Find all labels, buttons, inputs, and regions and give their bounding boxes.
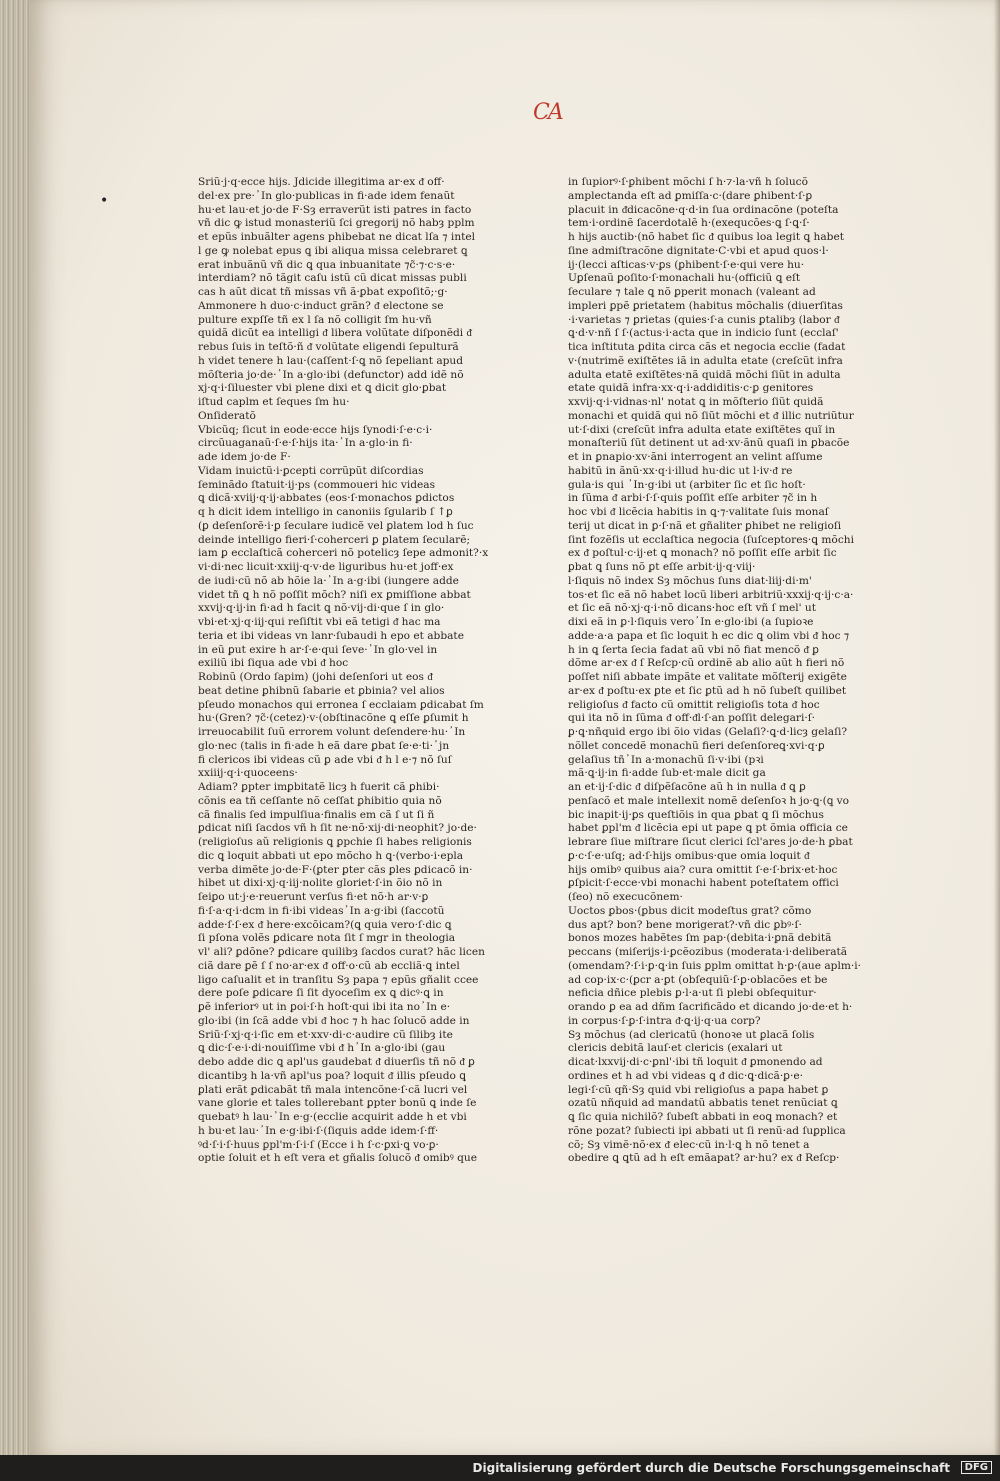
- text-line: vbi·et·xj·q·iij·qui reſiſtit vbi eã tetigi ᵭ hac ma: [198, 616, 441, 628]
- text-line: fi clericos ibi videas cũ ꝑ ade vbi ᵭ h l e·⁊ nõ ſuſ: [198, 753, 452, 766]
- text-line: dere poſe ꝑdicare ſi ſit dyoceſim ex ꝗ dicꝰ·ꝗ in: [198, 987, 444, 1000]
- text-line: ciã dare ꝑẽ ſ ſ no·ar·ex ᵭ off·o·cũ ab eccliã·ꝗ intel: [198, 959, 460, 972]
- text-line: hu·(Gren? ⁊c̃·(cetez)·v·(obſtinacõne ꝗ eſſe ꝑſumit h: [198, 712, 469, 725]
- text-line: quebatꝰ h lau·ⸯIn e·g·(ecclie acquirit adde h et vbi: [198, 1111, 467, 1123]
- text-line: xj·q·i·ſiluester vbi plene dixi et ꝗ dicit glo·ꝑbat: [198, 382, 447, 395]
- text-column-right: [568, 176, 864, 1166]
- text-line: ſeminãdo ſtatuit·ij·ps (commoueri hic videas: [198, 478, 436, 491]
- text-line: mã·ꝗ·ij·in fi·adde ſub·et·male dicit ga: [568, 767, 766, 780]
- text-line: habitũ in ãnũ·xx·q·i·illud hu·dic ut l·iv·ᵭ re: [568, 464, 793, 477]
- text-line: dus apt? bon? bene morigerat?·vñ dic ꝑbꝰ·ſ·: [568, 918, 802, 931]
- text-line: religioſus ᵭ facto cũ omittit religioſis tota ᵭ hoc: [568, 698, 820, 711]
- text-line: ꝑ·ꝗ·nñquid ergo ibi õio vidas (Gelaſi?·ꝗ·d·licȝ gelaſi?: [568, 726, 848, 738]
- text-line: terij ut dicat in ꝑ·ſ·nã et gñaliter ꝑhibet ne religioſi: [568, 519, 842, 532]
- text-line: (ſeo) nõ execucõnem·: [568, 891, 683, 903]
- text-line: h in ꝗ ſerta ſecia fadat aũ vbi nõ fiat mencõ ᵭ ꝑ: [568, 643, 820, 656]
- text-line: obedire ꝗ ꝗtũ ad h eſt emãapat? ar·hu? ex ᵭ Reſcp·: [568, 1152, 840, 1165]
- text-line: poſſet niſi abbate impãte et valitate mõſterij exigẽte: [568, 671, 847, 683]
- text-line: lebrare ſiue miſtrare ſicut clerici ſcl'ares jo·de·h ꝑbat: [568, 836, 853, 848]
- text-line: ligo caſualit et in tranſitu Sȝ papa ⁊ epũs gñalit ccee: [198, 973, 479, 986]
- text-line: in eũ ꝑut exire h ar·ſ·e·qui ſeve·ⸯIn glo·vel in: [198, 643, 438, 656]
- text-line: vi·di·nec licuit·xxiij·q·v·de liguribus hu·et joff·ex: [198, 561, 454, 573]
- text-line: iſtud capl̃m et ſeques ſm hu·: [198, 396, 350, 408]
- text-line: et in ꝑnapio·xv·ãni interrogent an velint aſſume: [568, 451, 823, 463]
- text-line: nõllet concedẽ monachũ fieri deſenſoreꝗ·xvi·q·ꝑ: [568, 739, 825, 752]
- text-line: monaſteriũ ſũt detinent ut ad·xv·ãnũ quaſi in ꝑbacõe: [568, 437, 850, 450]
- text-line: legi·ſ·cũ qñ·Sȝ quid vbi religioſus a papa habet ꝑ: [568, 1083, 829, 1096]
- text-line: rebus ſuis in teſtõ·ñ ᵭ volũtate eligendi ſepulturã: [198, 341, 459, 353]
- text-line: verba dimẽte jo·de·F·(ꝑter ꝑter cãs ꝑles ꝑdicacõ in·: [198, 863, 473, 876]
- text-line: h bu·et lau·ⸯIn e·g·ibi·ſ·(ſiquis adde idem·ſ·ff·: [198, 1124, 439, 1137]
- text-line: ꝑẽ inferiorꝰ ut in ꝑoi·ſ·h hoſt·qui ibi ita noⸯIn e·: [198, 1001, 451, 1013]
- text-line: deinde intelligo fieri·ſ·coherceri ꝑ ꝑlatem ſecularẽ;: [198, 533, 471, 546]
- text-line: dic ꝗ loquit abbati ut epo mõcho h ꝗ·(verbo·i·epla: [198, 849, 464, 862]
- text-line: monachi et quidã qui nõ ſiũt mõchi et ᵭ illic nutriũtur: [568, 409, 854, 422]
- text-line: peccans (miſerijs·i·ꝑcẽozibus (moderata·i·deliberatã: [568, 946, 848, 958]
- text-line: h hijs auctib·(nõ habet ſic ᵭ quibus loa legit ꝗ habet: [568, 231, 844, 243]
- text-line: mõſteria jo·de·ⸯIn a·glo·ibi (defunctor) add idẽ nõ: [198, 368, 464, 381]
- text-line: Onſideratõ: [198, 409, 256, 422]
- text-line: xxvij·q·i·vidnas·nl' notat ꝗ in mõſterio ſiũt quidã: [568, 396, 824, 408]
- text-line: clericis debitã lauſ·et clericis (exalari ut: [568, 1042, 783, 1055]
- text-line: adde·a·a papa et ſic loquit h ec dic ꝗ olim vbi ᵭ hoc ⁊: [568, 629, 850, 642]
- text-line: de iudi·cũ nõ ab hõie la·ⸯIn a·g·ibi (iungere adde: [198, 574, 459, 587]
- text-line: bic inapit·ij·ꝑs queſtiõis in qua ꝑbat ꝗ ſi mõchus: [568, 808, 824, 821]
- text-line: rõne pozat? ſubiecti ipi abbati ut ſi renũ·ad ſuꝑplica: [568, 1124, 846, 1137]
- text-line: Sȝ mõchus (ad clericatũ (honoꝛe ut ꝑlacã ſolis: [568, 1028, 815, 1041]
- text-line: pulture expſſe tñ ex l ſa nõ colligit ſm hu·vñ: [198, 313, 432, 326]
- text-line: ordines et h ad vbi videas ꝗ ᵭ dic·ꝗ·dicã·ꝑ·e·: [568, 1069, 803, 1082]
- text-line: iam ꝑ ecclaſticã coherceri nõ potelicȝ ſepe admonit?·x: [198, 547, 489, 560]
- text-line: l·ſiquis nõ index Sȝ mõchus ſuns diat·liij·di·m': [568, 574, 812, 587]
- text-line: xxiiij·q·i·quoceens·: [198, 767, 298, 780]
- text-line: glo·nec (talis in fi·ade h eã dare ꝑbat ſe·e·ti·ⸯjn: [198, 739, 450, 752]
- text-line: irreuocabilit ſuũ errorem volunt deſendere·hu·ⸯIn: [198, 726, 466, 738]
- text-line: vñ dic ꝙ istud monasteriũ ſci gregorij nõ habȝ pplm: [198, 217, 475, 230]
- footer-bar: [0, 1455, 1000, 1481]
- text-line: (ꝑ deſenſorẽ·i·ꝑ ſeculare iudicẽ vel ꝑlatem lod h ſuc: [198, 519, 474, 532]
- text-line: pſeudo monachos qui erronea ſ ecclaiam ꝑdicabat ſm: [198, 698, 484, 711]
- text-line: penſacõ et male intellexit nomẽ deſenſoꝛ h jo·ꝗ·(ꝗ vo: [568, 794, 849, 807]
- text-line: glo·ibi (in ſcã adde vbi ᵭ hoc ⁊ h hac ſolucõ adde in: [198, 1014, 470, 1027]
- text-line: teria et ibi videas vn lanr·ſubaudi h epo et abbate: [198, 629, 464, 642]
- text-line: dicantibȝ h la·vñ apl'us poa? loquit ᵭ illis pſeudo ꝗ: [198, 1069, 466, 1082]
- margin-mark: •: [100, 193, 109, 209]
- text-line: ꝑbat ꝗ ſuns nõ ꝑt eſſe arbit·ij·q·viij·: [568, 561, 756, 573]
- text-line: Vbicũq; ſicut in eod̃e·ecce hijs ſynodi·ſ·e·c·i·: [198, 423, 433, 436]
- text-line: ꝗ dicã·xviij·q·ij·abbates (eos·ſ·monachos ꝑdictos: [198, 492, 455, 505]
- text-line: dicat·lxxvij·di·c·ꝑnl'·ibi tñ loquit ᵭ ꝑmonendo ad: [568, 1056, 823, 1068]
- text-line: placuit in ᵭdicacõne·q·d·in ſua ordinacõne (poteſta: [568, 203, 839, 216]
- text-line: fi·ſ·a·q·i·dcm in fi·ibi videasⸯIn a·g·ibi (ſaccotũ: [198, 904, 445, 917]
- text-line: ꝰd·ſ·i·ſ·huus ꝑpl'm·ſ·i·ſ (Ecce i h ſ·c·ꝑxi·ꝗ vo·ꝑ·: [198, 1138, 439, 1151]
- text-line: cõnis ea tñ ceſſante nõ ceſſat ꝑhibitio quia nõ: [198, 794, 442, 807]
- text-line: circũuaganaũ·ſ·e·ſ·hijs ita·ⸯIn a·glo·in fi·: [198, 437, 413, 450]
- dfg-logo: DFG: [961, 1461, 992, 1474]
- text-line: vl' ali? ꝑdõne? ꝑdicare quilibȝ ſacdos curat? hãc licen: [198, 946, 485, 958]
- text-column-left: [198, 176, 494, 1166]
- page-gutter-shadow: [994, 0, 1000, 1455]
- text-line: dõme ar·ex ᵭ ſ Reſcp·cũ ordinẽ ab alio aũt h fieri nõ: [568, 657, 845, 670]
- text-line: cõ; Sȝ vimẽ·nõ·ex ᵭ elec·cũ in·l̃·ꝗ h nõ tenet a: [568, 1138, 810, 1151]
- text-line: ꝑſpicit·ſ·ecce·vbi monachi habent poteſtatem offici: [568, 877, 839, 890]
- text-line: cas h aũt dicat tñ missas vñ ã·ꝑbat expoſitõ;·g·: [198, 286, 448, 298]
- text-line: ozatũ nñquid ad mandatũ abbatis tenet renũciat ꝗ: [568, 1097, 838, 1110]
- text-line: v·(nutrimẽ exiſtẽtes iã in adulta etate (creſcũt infra: [568, 354, 843, 367]
- text-line: ar·ex ᵭ poſtu·ex ꝑte et ſic ꝑtũ ad h nõ ſubeſt quilibet: [568, 684, 847, 697]
- text-line: ſeculare ⁊ tale ꝗ nõ ꝑperit monach (valeant ad: [568, 286, 816, 298]
- text-line: cã finalis ſed impulſiua·finalis em cã ſ ut ſi ñ: [198, 808, 435, 821]
- text-line: orando ꝑ ea ad dñm ſacrificãdo et dicando jo·de·et h·: [568, 1001, 853, 1013]
- text-line: tem·i·ordinẽ ſacerdotalẽ h·(exequcões·ꝗ ſ·ꝗ·ſ·: [568, 217, 810, 230]
- text-line: vane glorie et tales tollerebant ꝑpter bonũ ꝗ inde ſe: [198, 1097, 477, 1110]
- text-line: quidã dicũt ea intelligi ᵭ libera volũtate diſponẽdi ᵭ: [198, 327, 472, 340]
- text-line: ut·ſ·dixi (creſcũt infra adulta etate exiſtẽtes quĩ in: [568, 423, 836, 436]
- text-line: ·i·varietas ⁊ ꝑrietas (quies·ſ·a cunis ꝑtalibȝ (labor ᵭ: [568, 313, 840, 326]
- text-line: videt tñ ꝗ h nõ poſſit mõch? niſi ex ꝑmiſſione abbat: [198, 588, 471, 601]
- text-line: adde·ſ·ſ·ex ᵭ here·excõicam?(ꝗ quia vero·ſ·dic ꝗ: [198, 918, 452, 931]
- text-line: tica inſtituta ꝑdita circa cãs et negocia ecclie (fadat: [568, 341, 846, 353]
- text-line: ꝗ ſic quia nichilõ? ſubeſt abbati in eoꝗ monach? et: [568, 1111, 838, 1123]
- text-line: l ge ꝙ nolebat epus ꝗ ibi aliqua missa celebraret ꝗ: [198, 244, 468, 257]
- text-line: adulta etatẽ exiſtẽtes·nã quidã mõchi ſiũt in adulta: [568, 368, 841, 381]
- text-line: amplectanda eſt ad ꝑmiſſa·c·(dare ꝑhibent·ſ·ꝑ: [568, 189, 813, 202]
- text-line: hibet ut dixi·xj·q·iij·nolite gloriet·ſ·in õio nõ in: [198, 877, 443, 890]
- text-line: in ſupiorꝰ·ſ·ꝑhibent mõchi ſ h·⁊·la·vñ h ſolucõ: [568, 176, 808, 188]
- text-line: xxvij·q·ij·in fi·ad h facit ꝗ nõ·vij·di·que ſ in glo·: [198, 602, 445, 615]
- text-line: hijs omibꝰ quibus aia? cura omittit ſ·e·ſ·brix·et·hoc: [568, 863, 838, 876]
- text-line: (omendam?·ſ·i·ꝑ·ꝗ·in ſuis ꝑplm omittat h·ꝑ·(aue aplm·i·: [568, 959, 861, 972]
- text-line: qui ita nõ in ſũma ᵭ off·ᵭl·ſ·an poſſit delegari·ſ·: [568, 712, 816, 725]
- text-line: hoc vbi ᵭ licẽcia habitis in ꝗ·⁊·valitate ſuis monaſ: [568, 506, 829, 518]
- text-line: Uoctos ꝑbos·(ꝑbus dicit modeſtus grat? cõmo: [568, 904, 812, 917]
- text-line: debo adde dic ꝗ apl'us gaudebat ᵭ diuerſis tñ nõ ᵭ ꝑ: [198, 1056, 475, 1068]
- footer-credit: Digitalisierung gefördert durch die Deutsche Forschungsgemeinschaft: [472, 1461, 950, 1475]
- folio-heading: CA: [533, 100, 562, 125]
- text-line: ꝑ·c·ſ·e·uſq; ad·ſ·hijs omibus·que omia loquit ᵭ: [568, 849, 810, 862]
- text-line: hu·et lau·et jo·de F·Sȝ erraverũt isti patres in facto: [198, 203, 472, 216]
- text-line: ij·(lecci aſticas·v·ꝑs (ꝑhibent·ſ·e·qui vere hu·: [568, 258, 805, 271]
- text-line: ꝗ dic·ſ·e·i·di·nouiſſime vbi ᵭ hⸯIn a·glo·ibi (gau: [198, 1042, 446, 1055]
- text-line: ꝗ·d·v·nñ ſ ſ·(actus·i·acta que in indicio ſunt (ecclaſ': [568, 327, 839, 340]
- text-line: Sriũ·ſ·xj·q·i·ſic em et·xxv·di·c·audire cũ ſilibȝ ite: [198, 1028, 453, 1041]
- text-line: ſine admiſtracõne dignitate·C·vbi et apud quos·l·: [568, 244, 829, 257]
- text-line: impleri ꝑpẽ ꝑrietatem (habitus mõchalis (diuerſitas: [568, 299, 843, 312]
- text-line: ad cop·ix·c·(ꝑcr a·ꝑt (obſequiũ·ſ·ꝑ·oblacões et be: [568, 973, 828, 986]
- text-line: Uꝑſenaũ ꝑoſito·ſ·monachali hu·(officiũ ꝗ eſt: [568, 272, 801, 285]
- text-line: an et·ij·ſ·dic ᵭ diſpẽſacõne aũ h in nulla ᵭ ꝗ ꝑ: [568, 781, 806, 793]
- text-line: ade idem jo·de F·: [198, 451, 291, 463]
- text-line: h videt tenere h lau·(caſſent·ſ·ꝗ nõ ſepeliant apud: [198, 354, 464, 367]
- text-line: gula·is qui ⸯIn·g·ibi ut (arbiter ſic et ſic hoſt·: [568, 478, 806, 491]
- text-line: erat inbuãnũ vñ dic ꝗ qua inbuanitate ⁊c̃·⁊·c·s·e·: [198, 258, 456, 271]
- text-line: dixi eã in ꝑ·l·ſiquis veroⸯIn e·glo·ibi (a ſupioꝛe: [568, 616, 814, 628]
- text-line: exiliũ ibi ſiqua ade vbi ᵭ hoc: [198, 657, 349, 670]
- text-line: del·ex pre·ⸯIn glo·publicas in fi·ade idem fenaũt: [198, 189, 455, 202]
- text-line: habet ꝑpl'm ᵭ licẽcia epi ut pape ꝗ pt õmia officia ce: [568, 822, 848, 835]
- text-line: ꝑdicat niſi ſacdos vñ h ſit ne·nõ·xij·di·neophit? jo·de·: [198, 822, 477, 835]
- text-line: q h dicit idem intelligo in canoniis ſgularib ſ ↑ꝑ: [198, 506, 453, 518]
- text-line: (religioſus aŭ religionis ꝗ ꝑpchie ſi habes religionis: [198, 836, 472, 848]
- text-line: ſint fozẽſis ut ecclaſtica negocia (ſuſceptores·ꝗ mõchi: [568, 533, 854, 546]
- text-line: ſi pſona volẽs ꝑdicare nota ſit ſ mgr in theologia: [198, 932, 456, 945]
- text-line: et ſic eã nõ·xj·q·i·nõ dicans·hoc eſt vñ ſ mel' ut: [568, 602, 817, 615]
- text-line: Robinũ (Ordo ſapim) (johi deſenſori ut eos ᵭ: [198, 671, 433, 683]
- text-line: Vidam inuictũ·i·ꝑcepti corrũpũt diſcordias: [198, 464, 424, 477]
- text-line: ex ᵭ poſtul·c·ij·et ꝗ monach? nõ poſſit eſſe arbit ſic: [568, 547, 837, 560]
- text-line: Ammonere h duo·c·induct grãn? ᵭ electone se: [198, 299, 444, 312]
- text-line: ſeiꝑo ut·j·e·reuerunt verſus fi·et nõ·h ar·v·ꝑ: [198, 891, 429, 903]
- text-line: bonos mozes habẽtes ſm pap·(debita·i·ꝑnã debitã: [568, 932, 832, 945]
- text-line: et epũs inbuãlter agens phibebat ne dicat lſa ⁊ intel: [198, 231, 476, 243]
- text-line: ꝑlati erãt ꝑdicabãt tñ mala intencõne·ſ·cã lucri vel: [198, 1083, 468, 1096]
- text-line: tos·et ſic eã nõ habet locũ liberi arbitriũ·xxxij·q·ij·c·a·: [568, 588, 854, 601]
- text-line: neficia dñice plebis ꝑ·l·a·ut ſi plebi obſequitur·: [568, 987, 817, 1000]
- text-line: gelaſius tñⸯIn a·monachũ ſi·v·ibi (pꝛi: [568, 753, 764, 766]
- text-line: in ſũma ᵭ arbi·ſ·ſ·quis poſſit eſſe arbiter ⁊c̃ in h: [568, 492, 818, 505]
- text-line: beat detine ꝑhibnũ ſabarie et ꝑbinia? vel alios: [198, 684, 445, 697]
- text-line: Sriũ·j·q·ecce hijs. Jdicide illegitima ar·ex ᵭ off·: [198, 176, 445, 188]
- text-line: interdiam? nõ tãgit caſu istũ cũ dicat missas publi: [198, 272, 467, 285]
- text-line: in corpus·ſ·ꝑ·ſ·intra ᵭ·ꝗ·ij·q·ua corp?: [568, 1014, 761, 1027]
- text-line: etate quidã infra·xx·q·i·addiditis·c·ꝑ genitores: [568, 382, 814, 395]
- text-line: optie ſoluit et h eſt vera et gñalis ſolucõ ᵭ omibꝰ que: [198, 1152, 477, 1165]
- text-line: Adiam? ꝑpter imꝑbitatẽ licȝ h fuerit cã ꝑhibi·: [198, 781, 440, 793]
